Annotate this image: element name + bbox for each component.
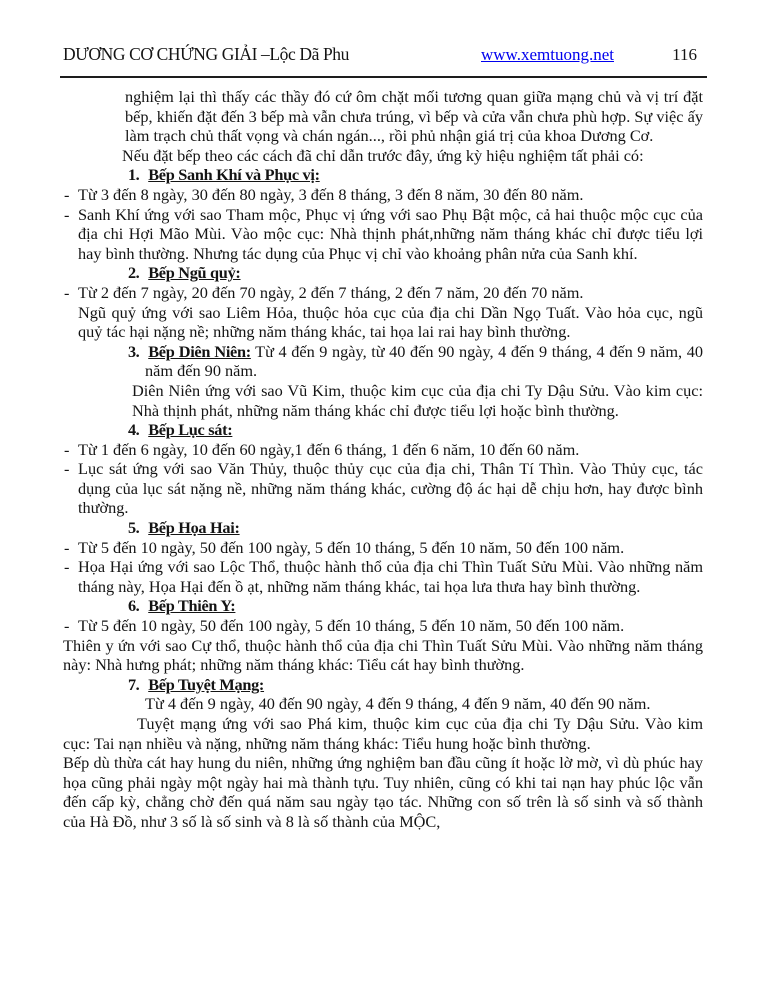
heading-title: Bếp Diên Niên:	[148, 341, 251, 361]
heading-number: 7.	[128, 674, 140, 694]
page-number: 116	[672, 45, 697, 64]
paragraph: nghiệm lại thì thấy các thầy đó cứ ôm chặt mối tương quan giữa mạng chủ và vị trí đặt bếp, khiến đặt đến 3 bếp mà vẫn chưa trúng, vì bếp và cửa vẫn chưa phù hợp. Sự việc ấy làm trạch chủ thất vọng và chán ngán..., rồi phủ nhận giá trị của khoa Dương Cơ.	[125, 87, 703, 146]
list-item	[63, 616, 703, 636]
list-item	[63, 185, 703, 205]
list-item-text: Từ 5 đến 10 ngày, 50 đến 100 ngày, 5 đến 10 tháng, 5 đến 10 năm, 50 đến 100 năm.	[78, 616, 625, 636]
document-title: DƯƠNG CƠ CHỨNG GIẢI –Lộc Dã Phu	[63, 44, 349, 64]
paragraph: Thiên y ứn với sao Cự thổ, thuộc hành thổ của địa chi Thìn Tuất Sửu Mùi. Vào những năm tháng này: Nhà hưng phát; những năm tháng khác: Tiểu cát hay bình thường.	[63, 635, 703, 675]
list-item	[63, 205, 703, 264]
bullet-dash: -	[64, 184, 70, 204]
heading-inline-text: Từ 4 đến 9 ngày, từ 40 đến 90 ngày, 4 đến 9 tháng, 4 đến 9 năm, 40 năm đến 90 năm.	[145, 341, 703, 381]
heading-title: Bếp Ngũ quỷ:	[148, 263, 241, 283]
list-item	[63, 538, 703, 558]
list-item-text: Họa Hại ứng với sao Lộc Thổ, thuộc hành thổ của địa chi Thìn Tuất Sửu Mùi. Vào những năm tháng này, Họa Hại đến ồ ạt, những năm tháng khác, tai họa lưa thưa hay bình thường.	[78, 557, 703, 596]
section-heading	[128, 341, 703, 381]
heading-number: 5.	[128, 518, 140, 538]
list-item-text: Từ 2 đến 7 ngày, 20 đến 70 ngày, 2 đến 7 tháng, 2 đến 7 năm, 20 đến 70 năm.	[78, 282, 584, 302]
page-header	[63, 44, 697, 65]
heading-title: Bếp Họa Hai:	[148, 518, 240, 538]
paragraph: Ngũ quỷ ứng với sao Liêm Hỏa, thuộc hỏa cục của địa chi Dần Ngọ Tuất. Vào hỏa cục, ngũ quỷ tác hại nặng nề; những năm tháng khác, tai họa lai rai hay bình thường.	[78, 302, 703, 342]
list-item	[63, 557, 703, 596]
bullet-dash: -	[64, 439, 70, 459]
bullet-dash: -	[64, 459, 70, 479]
heading-number: 6.	[128, 596, 140, 616]
heading-number: 3.	[128, 341, 140, 361]
list-item	[63, 283, 703, 303]
paragraph: Nếu đặt bếp theo các cách đã chỉ dẫn trước đây, ứng kỳ hiệu nghiệm tất phải có:	[122, 145, 644, 165]
heading-title: Bếp Sanh Khí và Phục vị:	[148, 165, 320, 185]
section-heading	[128, 263, 703, 283]
paragraph: Diên Niên ứng với sao Vũ Kim, thuộc kim cục của địa chi Ty Dậu Sửu. Vào kim cục: Nhà thịnh phát, những năm tháng khác chỉ được tiểu lợi hoặc bình thường.	[132, 380, 703, 420]
list-item-text: Sanh Khí ứng với sao Tham mộc, Phục vị ứng với sao Phụ Bật mộc, cả hai thuộc mộc cục của địa chi Hợi Mão Mùi. Vào mộc cục: Nhà thịnh phát,những năm tháng khác chỉ được tiểu lợi hay bình thường. Nhưng tác dụng của Phục vị chỉ vào khoảng phân nửa của Sanh khí.	[78, 204, 703, 263]
section-heading	[128, 596, 703, 616]
bullet-dash: -	[64, 616, 70, 636]
section-heading	[128, 165, 703, 185]
paragraph: Tuyệt mạng ứng với sao Phá kim, thuộc kim cục của địa chi Ty Dậu Sửu. Vào kim cục: Tai nạn nhiều và nặng, những năm tháng khác: Tiểu hung hoặc bình thường.	[63, 714, 703, 753]
paragraph: Bếp dù thừa cát hay hung du niên, những ứng nghiệm ban đầu cũng ít hoặc lờ mờ, vì dù phúc hay họa cũng phải ngày một ngày hai mà thành tựu. Tuy nhiên, cũng có khi tai nạn hay phúc lộc vẫn đến cấp kỳ, chẳng chờ đến quá năm sau ngày tạo tác. Những con số trên là số sinh và số thành của Hà Đồ, như 3 số là số sinh và 8 là số thành của MỘC,	[63, 753, 703, 831]
heading-title: Bếp Tuyệt Mạng:	[148, 674, 265, 694]
list-item	[63, 440, 703, 460]
heading-number: 1.	[128, 165, 140, 185]
section-heading	[128, 420, 703, 440]
heading-title: Bếp Thiên Y:	[148, 596, 236, 616]
list-item-text: Từ 5 đến 10 ngày, 50 đến 100 ngày, 5 đến 10 tháng, 5 đến 10 năm, 50 đến 100 năm.	[78, 537, 625, 557]
section-heading	[128, 518, 703, 538]
list-item	[63, 459, 703, 518]
bullet-dash: -	[64, 557, 70, 577]
document-body	[63, 87, 703, 832]
bullet-dash: -	[64, 282, 70, 302]
list-item-text: Lục sát ứng với sao Văn Thủy, thuộc thủy cục của địa chi, Thân Tí Thìn. Vào Thủy cục, tác dụng của lục sát nặng nề, những năm tháng khác, cường độ ác hại dễ chịu hơn, hay được bình thường.	[78, 459, 703, 518]
section-heading	[128, 675, 703, 695]
heading-title: Bếp Lục sát:	[148, 420, 233, 440]
bullet-dash: -	[64, 537, 70, 557]
heading-number: 2.	[128, 263, 140, 283]
list-item-text: Từ 1 đến 6 ngày, 10 đến 60 ngày,1 đến 6 tháng, 1 đến 6 năm, 10 đến 60 năm.	[78, 439, 580, 459]
website-link[interactable]: www.xemtuong.net	[481, 45, 614, 64]
list-item-text: Từ 3 đến 8 ngày, 30 đến 80 ngày, 3 đến 8 tháng, 3 đến 8 năm, 30 đến 80 năm.	[78, 184, 584, 204]
header-divider	[60, 76, 707, 78]
bullet-dash: -	[64, 204, 70, 224]
heading-number: 4.	[128, 420, 140, 440]
paragraph: Từ 4 đến 9 ngày, 40 đến 90 ngày, 4 đến 9 tháng, 4 đến 9 năm, 40 đến 90 năm.	[145, 694, 651, 714]
